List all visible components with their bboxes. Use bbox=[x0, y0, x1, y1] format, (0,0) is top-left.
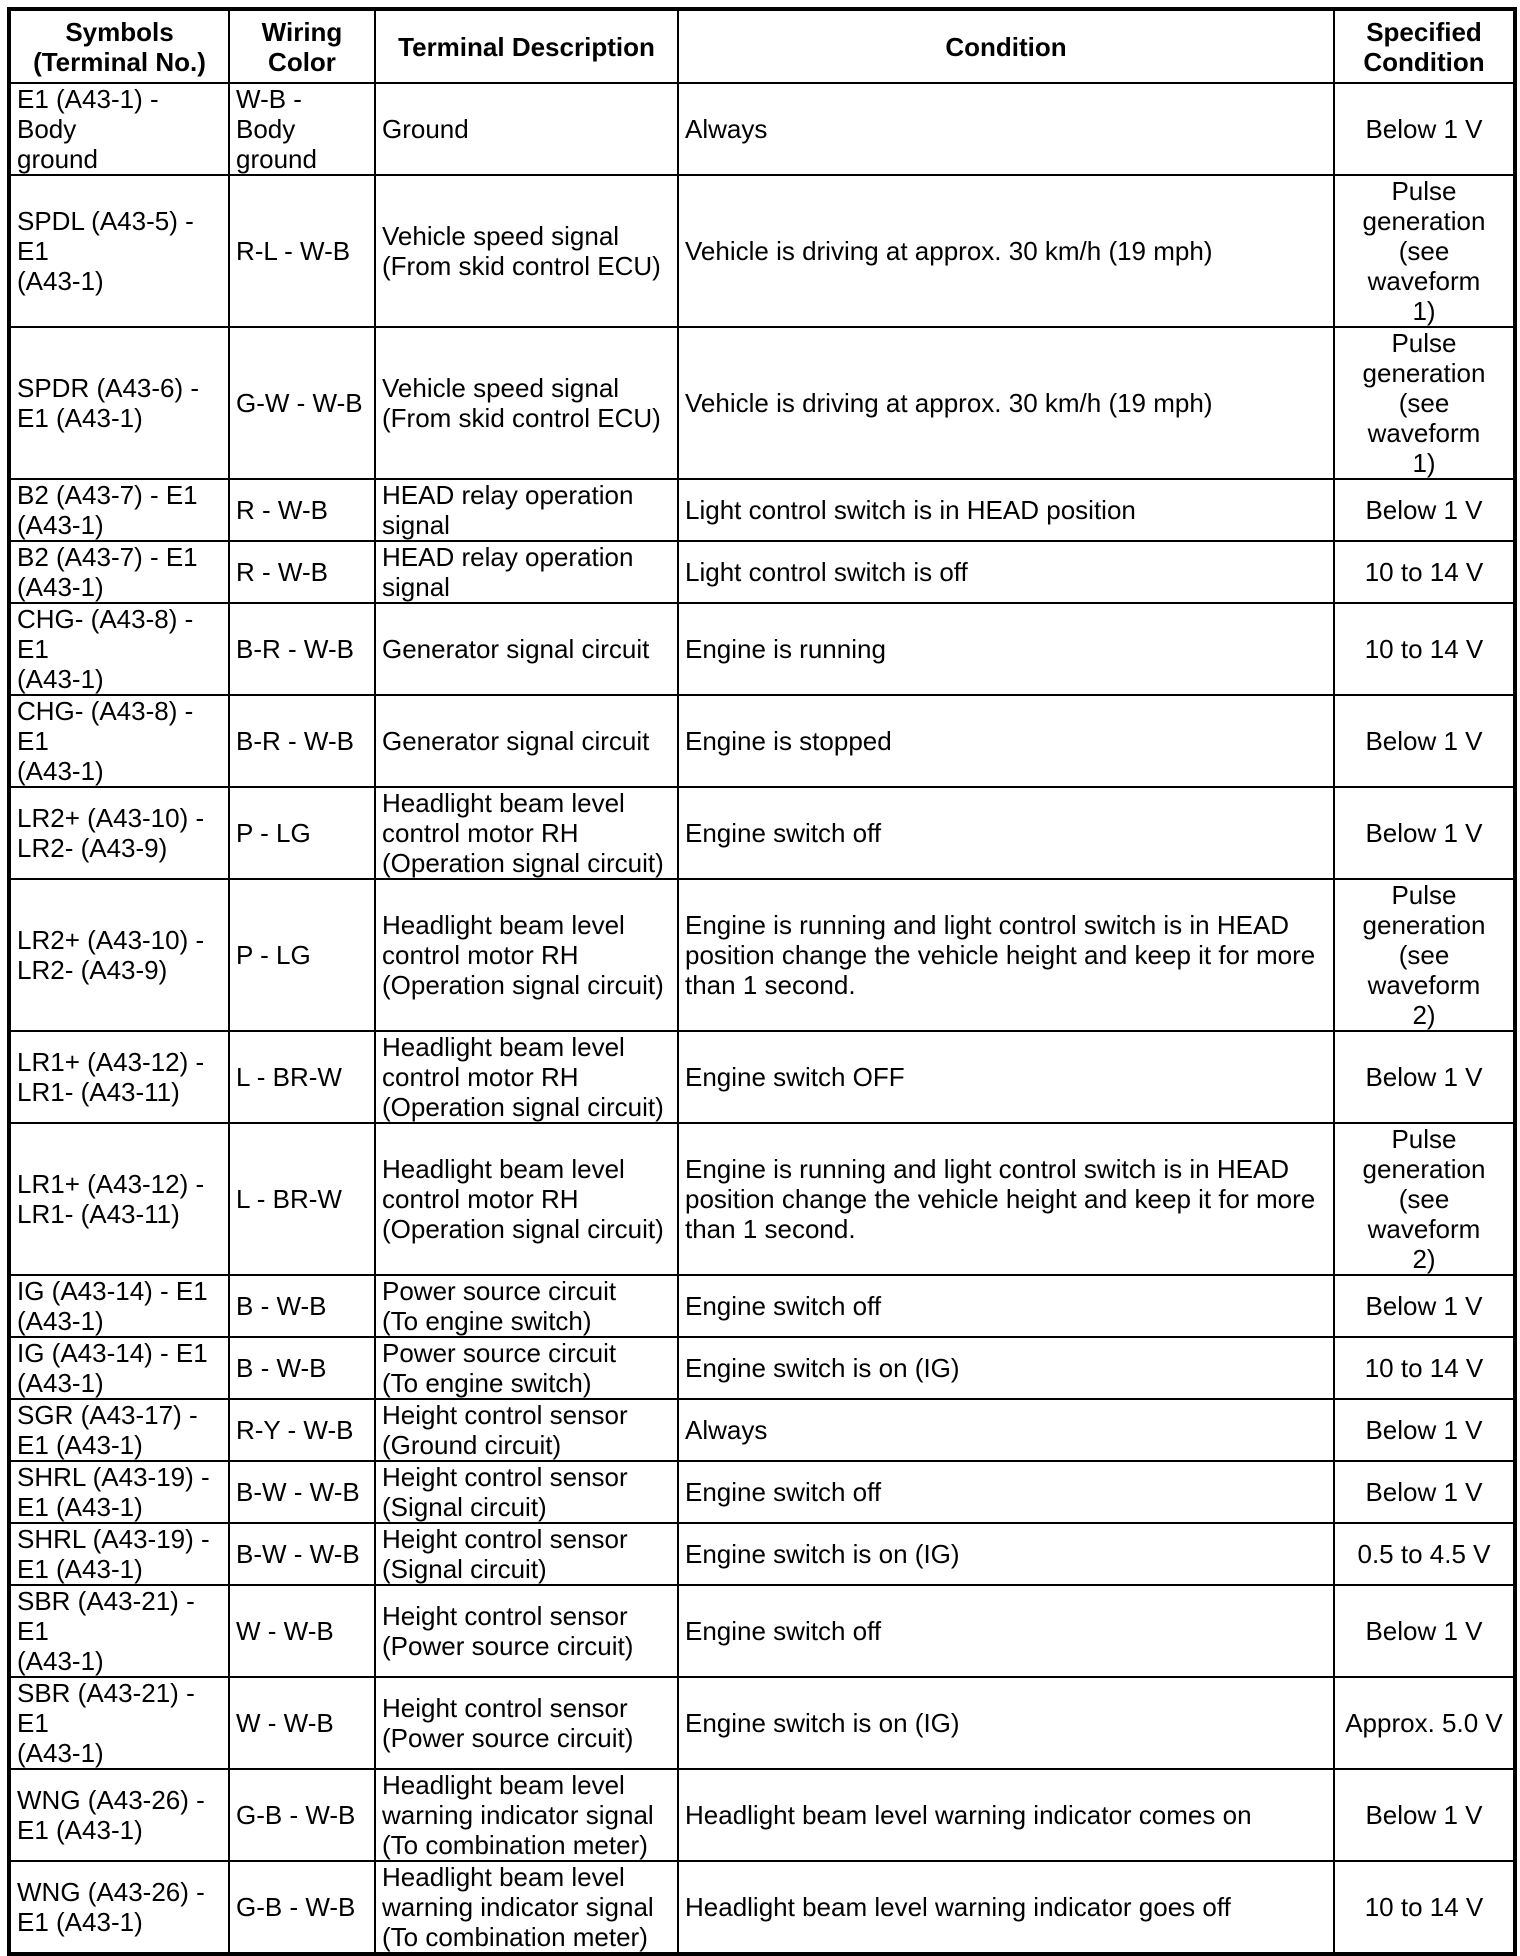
wiring-color-cell: W-B - Body ground bbox=[229, 83, 375, 175]
table-row bbox=[9, 1337, 1515, 1399]
table-row bbox=[9, 1523, 1515, 1585]
header-condition: Condition bbox=[678, 9, 1334, 83]
symbol-cell: B2 (A43-7) - E1 (A43-1) bbox=[9, 479, 229, 541]
table-row bbox=[9, 1123, 1515, 1275]
terminal-description-cell: Headlight beam level warning indicator signal (To combination meter) bbox=[375, 1861, 678, 1954]
condition-cell: Engine is stopped bbox=[678, 695, 1334, 787]
terminal-description-cell: Height control sensor (Power source circuit) bbox=[375, 1585, 678, 1677]
specified-condition-cell: 0.5 to 4.5 V bbox=[1334, 1523, 1515, 1585]
specified-condition-cell: Below 1 V bbox=[1334, 479, 1515, 541]
condition-cell: Always bbox=[678, 1399, 1334, 1461]
table-row bbox=[9, 1275, 1515, 1337]
specified-condition-cell: 10 to 14 V bbox=[1334, 603, 1515, 695]
terminal-description-cell: Power source circuit (To engine switch) bbox=[375, 1337, 678, 1399]
condition-cell: Light control switch is in HEAD position bbox=[678, 479, 1334, 541]
specified-condition-cell: 10 to 14 V bbox=[1334, 1337, 1515, 1399]
specified-condition-cell: Below 1 V bbox=[1334, 1769, 1515, 1861]
symbol-cell: WNG (A43-26) - E1 (A43-1) bbox=[9, 1769, 229, 1861]
wiring-color-cell: B - W-B bbox=[229, 1337, 375, 1399]
specified-condition-cell: Pulse generation (see waveform 1) bbox=[1334, 175, 1515, 327]
terminal-description-cell: Height control sensor (Signal circuit) bbox=[375, 1523, 678, 1585]
table-row bbox=[9, 1461, 1515, 1523]
terminal-description-cell: Height control sensor (Power source circuit) bbox=[375, 1677, 678, 1769]
specified-condition-cell: Below 1 V bbox=[1334, 1585, 1515, 1677]
wiring-color-cell: B-W - W-B bbox=[229, 1461, 375, 1523]
symbol-cell: CHG- (A43-8) - E1 (A43-1) bbox=[9, 695, 229, 787]
symbol-cell: SBR (A43-21) - E1 (A43-1) bbox=[9, 1585, 229, 1677]
header-symbols: Symbols (Terminal No.) bbox=[9, 9, 229, 83]
wiring-color-cell: B-W - W-B bbox=[229, 1523, 375, 1585]
wiring-color-cell: P - LG bbox=[229, 879, 375, 1031]
wiring-color-cell: G-W - W-B bbox=[229, 327, 375, 479]
specified-condition-cell: Below 1 V bbox=[1334, 695, 1515, 787]
condition-cell: Engine is running bbox=[678, 603, 1334, 695]
header-specified-condition: Specified Condition bbox=[1334, 9, 1515, 83]
table-row bbox=[9, 1031, 1515, 1123]
wiring-color-cell: P - LG bbox=[229, 787, 375, 879]
condition-cell: Always bbox=[678, 83, 1334, 175]
table-row bbox=[9, 1677, 1515, 1769]
specified-condition-cell: Below 1 V bbox=[1334, 1031, 1515, 1123]
symbol-cell: LR2+ (A43-10) - LR2- (A43-9) bbox=[9, 879, 229, 1031]
table-row bbox=[9, 175, 1515, 327]
condition-cell: Engine switch off bbox=[678, 1461, 1334, 1523]
specified-condition-cell: Approx. 5.0 V bbox=[1334, 1677, 1515, 1769]
table-row bbox=[9, 479, 1515, 541]
table-row bbox=[9, 603, 1515, 695]
symbol-cell: IG (A43-14) - E1 (A43-1) bbox=[9, 1275, 229, 1337]
specified-condition-cell: 10 to 14 V bbox=[1334, 541, 1515, 603]
specified-condition-cell: Below 1 V bbox=[1334, 1461, 1515, 1523]
terminal-spec-table bbox=[7, 7, 1517, 1956]
table-row bbox=[9, 787, 1515, 879]
symbol-cell: IG (A43-14) - E1 (A43-1) bbox=[9, 1337, 229, 1399]
condition-cell: Engine switch is on (IG) bbox=[678, 1677, 1334, 1769]
wiring-color-cell: B-R - W-B bbox=[229, 603, 375, 695]
specified-condition-cell: Pulse generation (see waveform 2) bbox=[1334, 1123, 1515, 1275]
symbol-cell: SPDR (A43-6) - E1 (A43-1) bbox=[9, 327, 229, 479]
wiring-color-cell: R-L - W-B bbox=[229, 175, 375, 327]
terminal-description-cell: Headlight beam level warning indicator signal (To combination meter) bbox=[375, 1769, 678, 1861]
symbol-cell: CHG- (A43-8) - E1 (A43-1) bbox=[9, 603, 229, 695]
symbol-cell: SBR (A43-21) - E1 (A43-1) bbox=[9, 1677, 229, 1769]
condition-cell: Engine switch is on (IG) bbox=[678, 1337, 1334, 1399]
table-row bbox=[9, 1861, 1515, 1954]
specified-condition-cell: Pulse generation (see waveform 2) bbox=[1334, 879, 1515, 1031]
condition-cell: Vehicle is driving at approx. 30 km/h (19 mph) bbox=[678, 327, 1334, 479]
specified-condition-cell: Below 1 V bbox=[1334, 1275, 1515, 1337]
terminal-description-cell: Generator signal circuit bbox=[375, 695, 678, 787]
wiring-color-cell: R-Y - W-B bbox=[229, 1399, 375, 1461]
table-row bbox=[9, 327, 1515, 479]
wiring-color-cell: W - W-B bbox=[229, 1677, 375, 1769]
symbol-cell: SHRL (A43-19) - E1 (A43-1) bbox=[9, 1523, 229, 1585]
table-row bbox=[9, 1769, 1515, 1861]
terminal-description-cell: Ground bbox=[375, 83, 678, 175]
condition-cell: Engine is running and light control switch is in HEAD position change the vehicle height and keep it for more than 1 second. bbox=[678, 879, 1334, 1031]
condition-cell: Engine switch OFF bbox=[678, 1031, 1334, 1123]
table-row bbox=[9, 1399, 1515, 1461]
wiring-color-cell: L - BR-W bbox=[229, 1031, 375, 1123]
condition-cell: Engine switch off bbox=[678, 1585, 1334, 1677]
specified-condition-cell: Below 1 V bbox=[1334, 1399, 1515, 1461]
header-terminal-description: Terminal Description bbox=[375, 9, 678, 83]
specified-condition-cell: Below 1 V bbox=[1334, 83, 1515, 175]
condition-cell: Engine switch off bbox=[678, 1275, 1334, 1337]
terminal-spec-table-container bbox=[7, 7, 1513, 1956]
terminal-description-cell: Vehicle speed signal (From skid control ECU) bbox=[375, 327, 678, 479]
wiring-color-cell: R - W-B bbox=[229, 479, 375, 541]
wiring-color-cell: R - W-B bbox=[229, 541, 375, 603]
symbol-cell: SPDL (A43-5) - E1 (A43-1) bbox=[9, 175, 229, 327]
header-row bbox=[9, 9, 1515, 83]
condition-cell: Engine switch is on (IG) bbox=[678, 1523, 1334, 1585]
table-row bbox=[9, 83, 1515, 175]
symbol-cell: E1 (A43-1) - Body ground bbox=[9, 83, 229, 175]
wiring-color-cell: W - W-B bbox=[229, 1585, 375, 1677]
table-row bbox=[9, 541, 1515, 603]
symbol-cell: WNG (A43-26) - E1 (A43-1) bbox=[9, 1861, 229, 1954]
symbol-cell: B2 (A43-7) - E1 (A43-1) bbox=[9, 541, 229, 603]
terminal-description-cell: Vehicle speed signal (From skid control ECU) bbox=[375, 175, 678, 327]
wiring-color-cell: L - BR-W bbox=[229, 1123, 375, 1275]
terminal-description-cell: Height control sensor (Signal circuit) bbox=[375, 1461, 678, 1523]
symbol-cell: LR2+ (A43-10) - LR2- (A43-9) bbox=[9, 787, 229, 879]
specified-condition-cell: 10 to 14 V bbox=[1334, 1861, 1515, 1954]
symbol-cell: LR1+ (A43-12) - LR1- (A43-11) bbox=[9, 1031, 229, 1123]
condition-cell: Light control switch is off bbox=[678, 541, 1334, 603]
terminal-description-cell: Headlight beam level control motor RH (Operation signal circuit) bbox=[375, 1123, 678, 1275]
terminal-description-cell: Generator signal circuit bbox=[375, 603, 678, 695]
terminal-description-cell: Headlight beam level control motor RH (Operation signal circuit) bbox=[375, 787, 678, 879]
table-row bbox=[9, 695, 1515, 787]
terminal-description-cell: Headlight beam level control motor RH (Operation signal circuit) bbox=[375, 879, 678, 1031]
terminal-description-cell: Power source circuit (To engine switch) bbox=[375, 1275, 678, 1337]
wiring-color-cell: B - W-B bbox=[229, 1275, 375, 1337]
specified-condition-cell: Below 1 V bbox=[1334, 787, 1515, 879]
condition-cell: Headlight beam level warning indicator goes off bbox=[678, 1861, 1334, 1954]
table-row bbox=[9, 1585, 1515, 1677]
condition-cell: Engine switch off bbox=[678, 787, 1334, 879]
wiring-color-cell: G-B - W-B bbox=[229, 1769, 375, 1861]
condition-cell: Engine is running and light control switch is in HEAD position change the vehicle height and keep it for more than 1 second. bbox=[678, 1123, 1334, 1275]
condition-cell: Vehicle is driving at approx. 30 km/h (19 mph) bbox=[678, 175, 1334, 327]
terminal-description-cell: Headlight beam level control motor RH (Operation signal circuit) bbox=[375, 1031, 678, 1123]
specified-condition-cell: Pulse generation (see waveform 1) bbox=[1334, 327, 1515, 479]
symbol-cell: LR1+ (A43-12) - LR1- (A43-11) bbox=[9, 1123, 229, 1275]
condition-cell: Headlight beam level warning indicator comes on bbox=[678, 1769, 1334, 1861]
table-row bbox=[9, 879, 1515, 1031]
header-wiring-color: Wiring Color bbox=[229, 9, 375, 83]
terminal-description-cell: Height control sensor (Ground circuit) bbox=[375, 1399, 678, 1461]
wiring-color-cell: B-R - W-B bbox=[229, 695, 375, 787]
wiring-color-cell: G-B - W-B bbox=[229, 1861, 375, 1954]
symbol-cell: SGR (A43-17) - E1 (A43-1) bbox=[9, 1399, 229, 1461]
terminal-description-cell: HEAD relay operation signal bbox=[375, 479, 678, 541]
terminal-description-cell: HEAD relay operation signal bbox=[375, 541, 678, 603]
symbol-cell: SHRL (A43-19) - E1 (A43-1) bbox=[9, 1461, 229, 1523]
